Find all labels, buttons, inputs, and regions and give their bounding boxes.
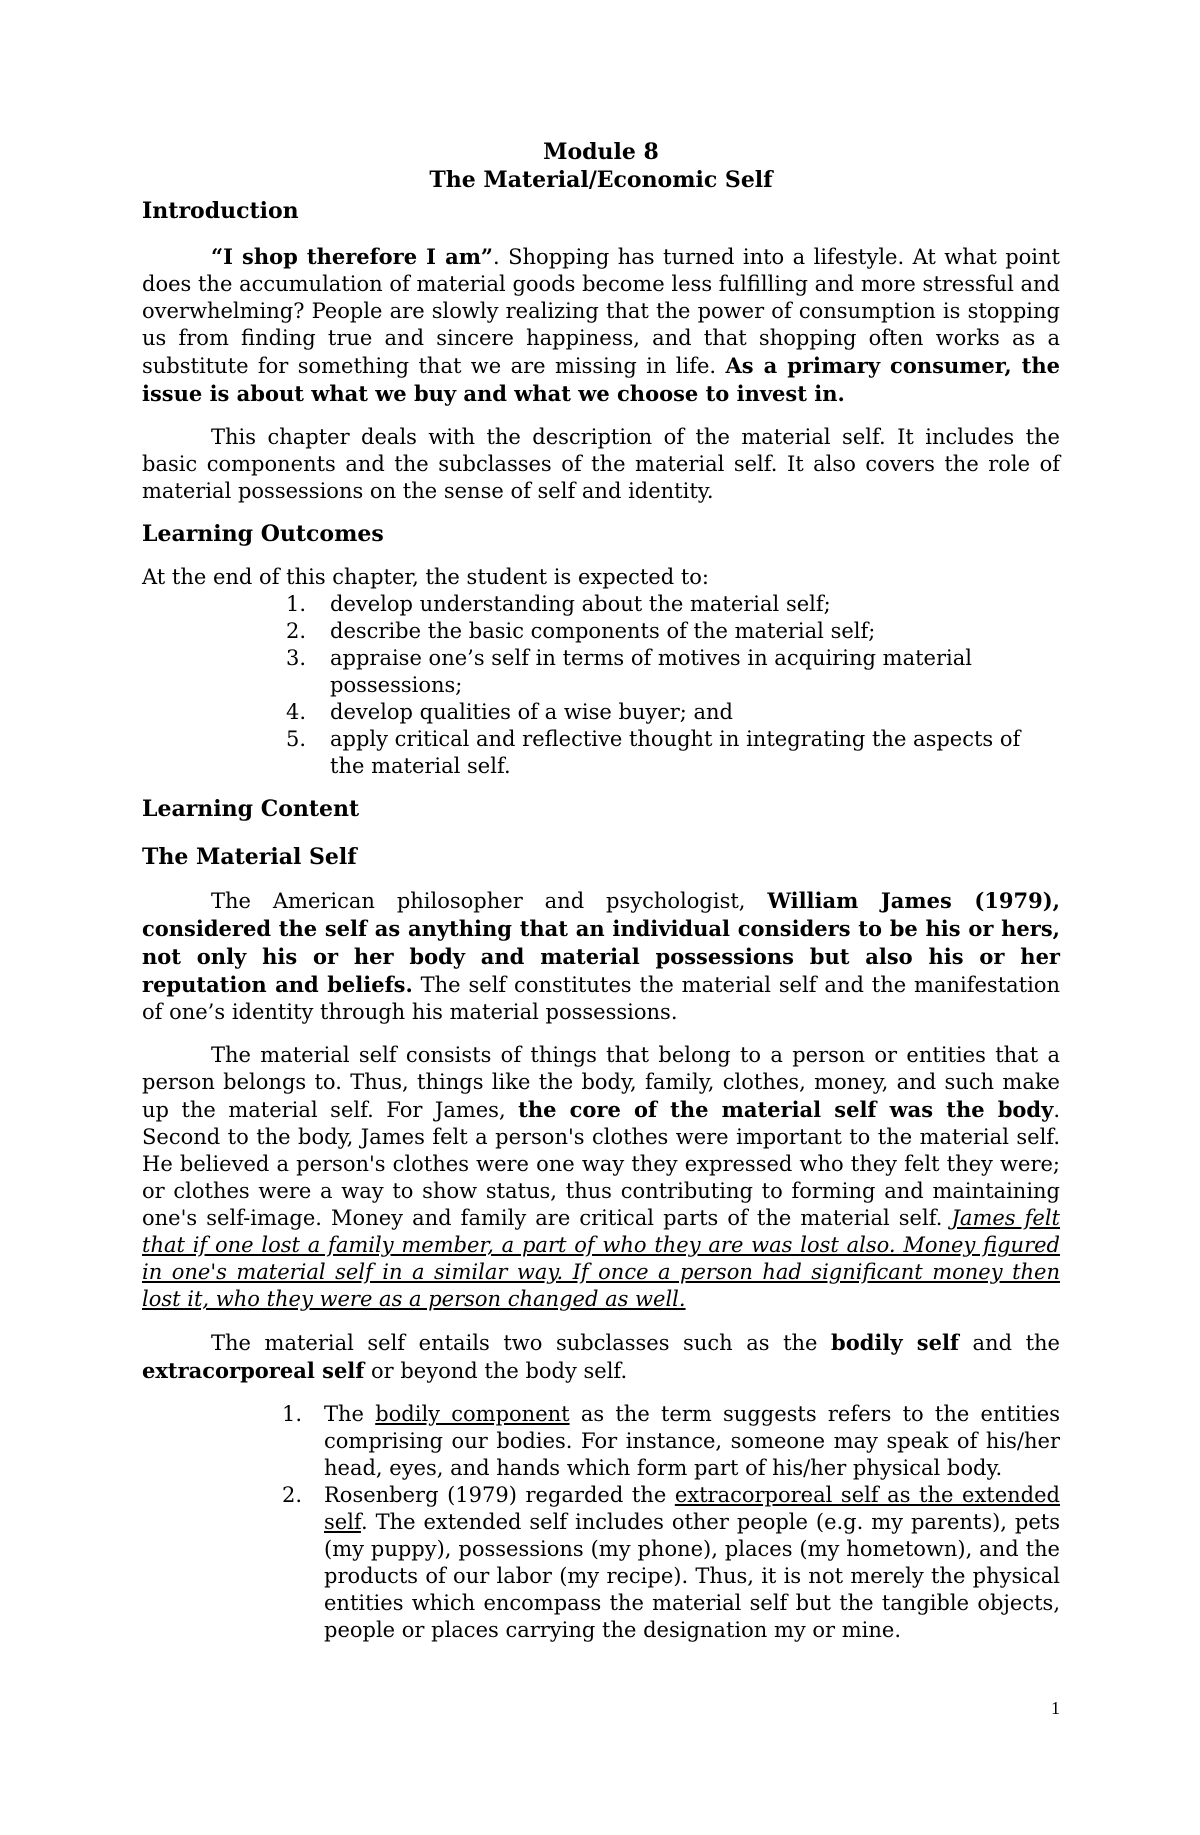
outcomes-list — [286, 591, 1060, 780]
component-item — [282, 1482, 1060, 1644]
p2-bold: the core of the material self was the body — [518, 1097, 1054, 1122]
outcome-text: develop understanding about the material self; — [330, 592, 831, 616]
introduction-heading: Introduction — [142, 198, 299, 224]
component-underlined: extracorporeal self as the extended self — [324, 1483, 1060, 1534]
p1-bold: William James (1979), considered the self as anything that an individual considers to be his or hers, not only his or her body and material possessions but also his or her reputation and beliefs. — [142, 888, 1060, 997]
component-underlined: bodily component — [375, 1402, 570, 1426]
intro-bold-end: As a primary consumer, the issue is about what we buy and what we choose to invest in. — [142, 353, 1060, 406]
outcome-number: 3. — [286, 646, 307, 670]
outcome-number: 5. — [286, 727, 307, 751]
p3-text-1: The material self entails two subclasses such as the — [211, 1331, 832, 1355]
intro-text: . Shopping has turned into a lifestyle. At what point does the accumulation of material goods become less fulfilling and more stressful and overwhelming? People are slowly realizing that the power of consumption is stopping us from finding true and sincere happiness, and that shopping often works as a substitute for something that we are missing in life. — [142, 245, 1060, 378]
page-number: 1 — [1051, 1698, 1060, 1718]
learning-content-heading: Learning Content — [142, 796, 360, 822]
bodily-self-bold: bodily self — [831, 1330, 959, 1355]
outcome-item — [286, 699, 1060, 726]
outcome-number: 4. — [286, 700, 307, 724]
components-list — [282, 1401, 1060, 1644]
component-pre: Rosenberg (1979) regarded the — [324, 1483, 675, 1507]
component-post: . The extended self includes other people (e.g. my parents), pets (my puppy), possessions (my phone), places (my hometown), and the products of our labor (my recipe). Thus, it is not merely the physical entities which encompass the material self but the tangible objects, people or places carrying the designation my or mine. — [324, 1510, 1060, 1642]
content-paragraph-3 — [142, 1329, 1060, 1385]
component-post: as the term suggests refers to the entities comprising our bodies. For instance, someone may speak of his/her head, eyes, and hands which form part of his/her physical body. — [324, 1402, 1060, 1480]
p2-text-start: The material self consists of things that belong to a person or entities that a person belongs to. Thus, things like the body, family, clothes, money, and such make up the material self. For James, — [142, 1043, 1060, 1122]
quote-bold: “I shop therefore I am” — [211, 244, 494, 269]
module-title: The Material/Economic Self — [429, 167, 773, 193]
extracorporeal-self-bold: extracorporeal self — [142, 1358, 365, 1383]
outcomes-intro: At the end of this chapter, the student is expected to: — [142, 565, 709, 589]
outcome-text: develop qualities of a wise buyer; and — [330, 700, 733, 724]
component-pre: The — [324, 1402, 376, 1426]
learning-outcomes-heading: Learning Outcomes — [142, 521, 384, 547]
outcome-number: 1. — [286, 592, 307, 616]
outcome-item — [286, 726, 1060, 780]
component-number: 2. — [282, 1483, 303, 1507]
module-number: Module 8 — [543, 139, 659, 165]
outcome-text: apply critical and reflective thought in integrating the aspects of the material self. — [330, 727, 1021, 778]
outcome-item — [286, 618, 1060, 645]
introduction-paragraph-1 — [142, 243, 1060, 408]
outcome-item — [286, 591, 1060, 618]
component-number: 1. — [282, 1402, 303, 1426]
outcome-item — [286, 645, 1060, 699]
p1-text-start: The American philosopher and psychologist, — [211, 889, 768, 913]
component-item — [282, 1401, 1060, 1482]
p2-text-middle: . Second to the body, James felt a person's clothes were important to the material self. He believed a person's clothes were one way they expressed who they felt they were; or clothes were a way to show status, thus contributing to forming and maintaining one's self-image. Money and family are critical parts of the material self. — [142, 1098, 1060, 1230]
p1-text-end: The self constitutes the material self and the manifestation of one’s identity through his material possessions. — [142, 973, 1060, 1024]
outcome-number: 2. — [286, 619, 307, 643]
content-paragraph-2 — [142, 1042, 1060, 1313]
p3-text-2: and the — [958, 1331, 1060, 1355]
p3-text-3: or beyond the body self. — [364, 1359, 628, 1383]
outcome-text: appraise one’s self in terms of motives in acquiring material possessions; — [330, 646, 972, 697]
p2-italic-underlined: James felt that if one lost a family member, a part of who they are was lost also. Money figured in one's material self in a similar way. If once a person had significant money then lost it, who they were as a person changed as well. — [142, 1206, 1061, 1311]
content-paragraph-1 — [142, 887, 1060, 1026]
material-self-heading: The Material Self — [142, 844, 357, 870]
outcome-text: describe the basic components of the material self; — [330, 619, 876, 643]
introduction-paragraph-2: This chapter deals with the description of the material self. It includes the basic components and the subclasses of the material self. It also covers the role of material possessions on the sense of self and identity. — [142, 425, 1060, 503]
